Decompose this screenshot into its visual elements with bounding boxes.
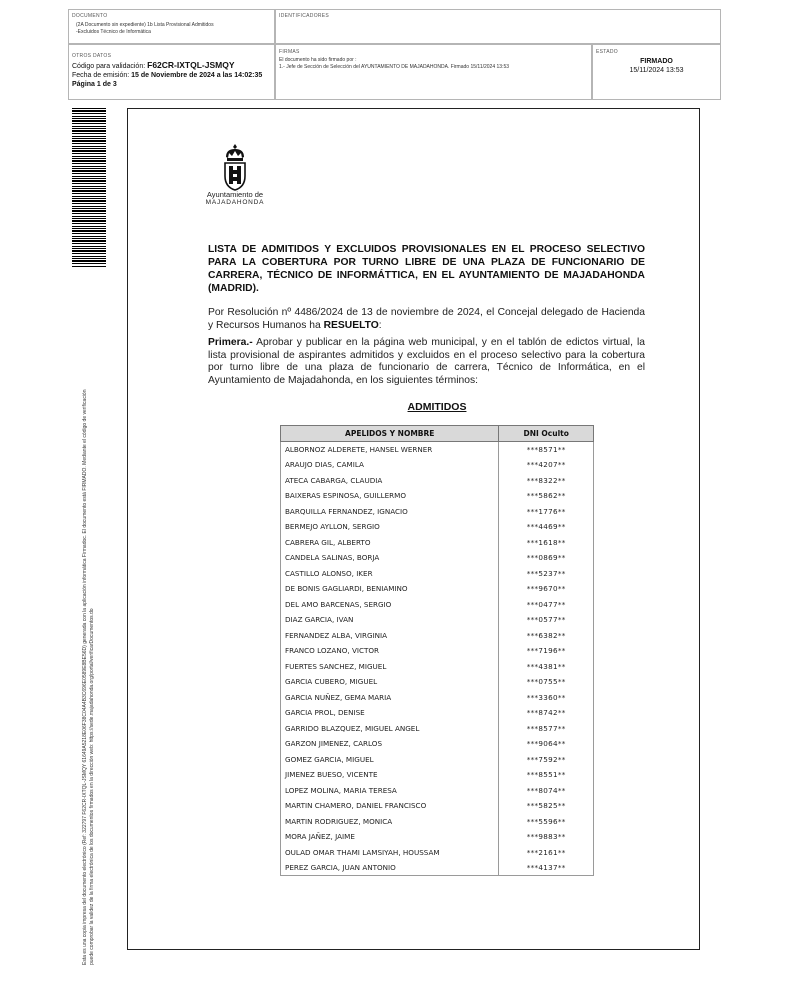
applicant-dni: ***0577** bbox=[499, 612, 594, 628]
side-text-line1: Esta es una copia impresa del documento electrónico (Ref: 322797 F62CR-IXTQL-JSMQY 61649A5218E06F38C04A4B3C696E0589E8BE56D) generada con la aplicación informática Firmadoc. El documento está FIRMADO. Mediante el código de verificación bbox=[82, 389, 88, 965]
table-row bbox=[281, 829, 594, 845]
applicant-dni: ***7592** bbox=[499, 752, 594, 768]
otros-datos-label: OTROS DATOS bbox=[72, 53, 112, 59]
table-row bbox=[281, 628, 594, 644]
pagina-count bbox=[72, 80, 117, 89]
resolution-text: Por Resolución nº 4486/2024 de 13 de noviembre de 2024, el Concejal delegado de Hacienda y Recursos Humanos ha bbox=[208, 307, 645, 331]
applicant-dni: ***3360** bbox=[499, 690, 594, 706]
table-row bbox=[281, 597, 594, 613]
applicant-name: GARZON JIMENEZ, CARLOS bbox=[281, 736, 499, 752]
applicant-dni: ***5237** bbox=[499, 566, 594, 582]
applicant-dni: ***5862** bbox=[499, 488, 594, 504]
logo-line1: Ayuntamiento de bbox=[206, 190, 264, 199]
admitidos-heading: ADMITIDOS bbox=[407, 401, 467, 413]
resolution-bold: RESUELTO bbox=[323, 319, 379, 331]
table-row bbox=[281, 767, 594, 783]
table-row bbox=[281, 798, 594, 814]
applicant-dni: ***6382** bbox=[499, 628, 594, 644]
applicant-dni: ***9670** bbox=[499, 581, 594, 597]
resolution-paragraph bbox=[208, 307, 645, 332]
applicant-dni: ***9883** bbox=[499, 829, 594, 845]
applicant-name: BAIXERAS ESPINOSA, GUILLERMO bbox=[281, 488, 499, 504]
applicant-name: FUERTES SANCHEZ, MIGUEL bbox=[281, 659, 499, 675]
table-row bbox=[281, 752, 594, 768]
applicant-name: JIMENEZ BUESO, VICENTE bbox=[281, 767, 499, 783]
applicant-dni: ***4137** bbox=[499, 860, 594, 876]
applicant-name: LOPEZ MOLINA, MARIA TERESA bbox=[281, 783, 499, 799]
table-row bbox=[281, 473, 594, 489]
table-row bbox=[281, 442, 594, 458]
applicant-name: MARTIN CHAMERO, DANIEL FRANCISCO bbox=[281, 798, 499, 814]
applicant-dni: ***0869** bbox=[499, 550, 594, 566]
applicant-dni: ***8571** bbox=[499, 442, 594, 458]
applicant-dni: ***4207** bbox=[499, 457, 594, 473]
applicant-name: CANDELA SALINAS, BORJA bbox=[281, 550, 499, 566]
applicant-name: DE BONIS GAGLIARDI, BENIAMINO bbox=[281, 581, 499, 597]
applicant-dni: ***1776** bbox=[499, 504, 594, 520]
applicant-dni: ***8742** bbox=[499, 705, 594, 721]
logo-line2: MAJADAHONDA bbox=[205, 199, 265, 206]
table-row bbox=[281, 519, 594, 535]
table-row bbox=[281, 736, 594, 752]
documento-line2: -Excluidos Técnico de Informática bbox=[76, 29, 151, 35]
table-row bbox=[281, 457, 594, 473]
documento-line1: (2A Documento sin expediente) 1b Lista Provisional Admitidos bbox=[76, 22, 214, 28]
applicant-dni: ***8577** bbox=[499, 721, 594, 737]
applicant-dni: ***0477** bbox=[499, 597, 594, 613]
table-row bbox=[281, 612, 594, 628]
applicant-name: GARRIDO BLAZQUEZ, MIGUEL ANGEL bbox=[281, 721, 499, 737]
header-firmas-box bbox=[275, 44, 592, 100]
documento-label: DOCUMENTO bbox=[72, 13, 108, 19]
table-row bbox=[281, 643, 594, 659]
primera-text: Aprobar y publicar en la página web municipal, y en el tablón de edictos virtual, la lista provisional de aspirantes admitidos y excluidos en el proceso selectivo para la cobertura por turno libre de una plaza de funcionario de carrera, Técnico de Informática, en el Ayuntamiento de Majadahonda, en los siguientes términos: bbox=[208, 337, 645, 386]
applicant-name: ALBORNOZ ALDERETE, HANSEL WERNER bbox=[281, 442, 499, 458]
applicant-name: CASTILLO ALONSO, IKER bbox=[281, 566, 499, 582]
applicant-dni: ***0755** bbox=[499, 674, 594, 690]
firmas-line2: 1.- Jefe de Sección de Selección del AYUNTAMIENTO DE MAJADAHONDA. Firmado 15/11/2024 13:53 bbox=[279, 64, 510, 70]
table-row bbox=[281, 566, 594, 582]
applicant-dni: ***5825** bbox=[499, 798, 594, 814]
table-row bbox=[281, 783, 594, 799]
applicant-dni: ***8074** bbox=[499, 783, 594, 799]
table-row bbox=[281, 535, 594, 551]
table-body bbox=[281, 442, 594, 876]
coat-of-arms-icon bbox=[220, 143, 250, 191]
table-row bbox=[281, 705, 594, 721]
applicant-dni: ***7196** bbox=[499, 643, 594, 659]
applicant-name: MARTIN RODRIGUEZ, MONICA bbox=[281, 814, 499, 830]
applicant-dni: ***4381** bbox=[499, 659, 594, 675]
codigo-prefix: Código para validación: bbox=[72, 63, 146, 70]
table-row bbox=[281, 845, 594, 861]
fecha-value: 15 de Noviembre de 2024 a las 14:02:35 bbox=[131, 72, 263, 79]
firmas-label: FIRMAS bbox=[279, 49, 300, 55]
table-row bbox=[281, 488, 594, 504]
estado-label: ESTADO bbox=[596, 49, 618, 55]
applicant-name: OULAD OMAR THAMI LAMSIYAH, HOUSSAM bbox=[281, 845, 499, 861]
table-row bbox=[281, 690, 594, 706]
primera-bold: Primera.- bbox=[208, 337, 253, 348]
applicant-name: DIAZ GARCIA, IVAN bbox=[281, 612, 499, 628]
applicant-dni: ***8551** bbox=[499, 767, 594, 783]
applicant-name: GARCIA CUBERO, MIGUEL bbox=[281, 674, 499, 690]
identificadores-label: IDENTIFICADORES bbox=[279, 13, 330, 19]
applicant-name: GOMEZ GARCIA, MIGUEL bbox=[281, 752, 499, 768]
fecha-emision bbox=[72, 71, 262, 80]
applicant-name: ARAUJO DIAS, CAMILA bbox=[281, 457, 499, 473]
admitidos-table bbox=[280, 425, 594, 876]
verification-side-text bbox=[82, 265, 96, 965]
applicant-dni: ***4469** bbox=[499, 519, 594, 535]
table-row bbox=[281, 659, 594, 675]
table-row bbox=[281, 550, 594, 566]
applicant-name: GARCIA NUÑEZ, GEMA MARIA bbox=[281, 690, 499, 706]
applicant-name: BARQUILLA FERNANDEZ, IGNACIO bbox=[281, 504, 499, 520]
applicant-dni: ***1618** bbox=[499, 535, 594, 551]
side-text-line2: puede comprobar la validez de la firma electrónica de los documentos firmados en la dirección web: https://sede.majadahonda.org/portal/verificarDocumentos.do bbox=[89, 608, 95, 965]
municipal-logo bbox=[199, 143, 271, 218]
codigo-validacion bbox=[72, 61, 235, 71]
header-name-column: APELIDOS Y NOMBRE bbox=[281, 426, 499, 442]
barcode bbox=[72, 108, 106, 268]
applicant-dni: ***2161** bbox=[499, 845, 594, 861]
applicant-dni: ***8322** bbox=[499, 473, 594, 489]
resolution-end: : bbox=[378, 319, 382, 331]
applicant-name: FERNANDEZ ALBA, VIRGINIA bbox=[281, 628, 499, 644]
applicant-name: PEREZ GARCIA, JUAN ANTONIO bbox=[281, 860, 499, 876]
applicant-name: CABRERA GIL, ALBERTO bbox=[281, 535, 499, 551]
document-title: LISTA DE ADMITIDOS Y EXCLUIDOS PROVISIONALES EN EL PROCESO SELECTIVO PARA LA COBERTURA POR TURNO LIBRE DE UNA PLAZA DE FUNCIONARIO DE CARRERA, TÉCNICO DE INFORMÁTTICA, EN EL AYUNTAMIENTO DE MAJADAHONDA (MADRID). bbox=[208, 244, 645, 294]
fecha-prefix: Fecha de emisión: bbox=[72, 72, 130, 79]
table-row bbox=[281, 860, 594, 876]
pagina-value: Página 1 de 3 bbox=[72, 81, 117, 88]
table-row bbox=[281, 581, 594, 597]
table-row bbox=[281, 674, 594, 690]
applicant-name: ATECA CABARGA, CLAUDIA bbox=[281, 473, 499, 489]
primera-paragraph bbox=[208, 337, 645, 387]
table-row bbox=[281, 504, 594, 520]
table-row bbox=[281, 814, 594, 830]
applicant-dni: ***9064** bbox=[499, 736, 594, 752]
applicant-dni: ***5596** bbox=[499, 814, 594, 830]
applicant-name: BERMEJO AYLLON, SERGIO bbox=[281, 519, 499, 535]
applicant-name: DEL AMO BARCENAS, SERGIO bbox=[281, 597, 499, 613]
header-identificadores-box bbox=[275, 9, 721, 44]
applicant-name: MORA JAÑEZ, JAIME bbox=[281, 829, 499, 845]
header-dni-column: DNI Oculto bbox=[499, 426, 594, 442]
firmas-line1: El documento ha sido firmado por : bbox=[279, 57, 357, 63]
codigo-value: F62CR-IXTQL-JSMQY bbox=[147, 60, 235, 70]
estado-value: FIRMADO bbox=[640, 58, 673, 65]
applicant-name: FRANCO LOZANO, VICTOR bbox=[281, 643, 499, 659]
table-header-row bbox=[281, 426, 594, 442]
estado-date: 15/11/2024 13:53 bbox=[629, 67, 684, 74]
table-row bbox=[281, 721, 594, 737]
applicant-name: GARCIA PROL, DENISE bbox=[281, 705, 499, 721]
